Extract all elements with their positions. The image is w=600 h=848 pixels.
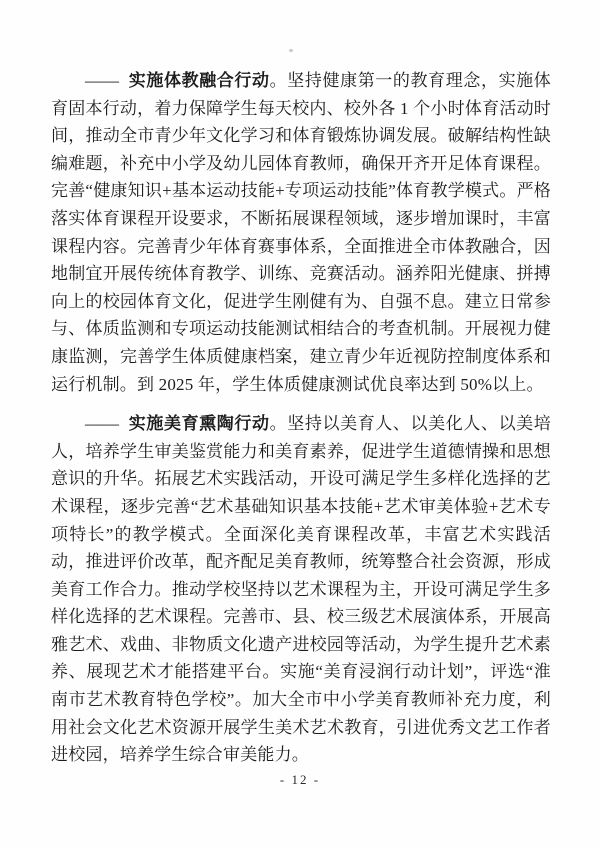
paragraph-aesthetic-education: [51, 410, 551, 769]
page-number: - 12 -: [279, 772, 321, 787]
paragraph-text: 。坚持以美育人、以美化人、以美培人，培养学生审美鉴赏能力和美育素养，促进学生道德情操和思想意识的升华。拓展艺术实践活动，开设可满足学生多样化选择的艺术课程，逐步完善“艺术基础知识基本技能+艺术审美体验+艺术专项特长”的教学模式。全面深化美育课程改革，丰富艺术实践活动，推进评价改革，配齐配足美育教师，统筹整合社会资源，形成美育工作合力。推动学校坚持以艺术课程为主，开设可满足学生多样化选择的艺术课程。完善市、县、校三级艺术展演体系，开展高雅艺术、戏曲、非物质文化遗产进校园等活动，为学生提升艺术素养、展现艺术才能搭建平台。实施“美育浸润行动计划”，评选“淮南市艺术教育特色学校”。加大全市中小学美育教师补充力度，利用社会文化艺术资源开展学生美术艺术教育，引进优秀文艺工作者进校园，培养学生综合审美能力。: [51, 414, 551, 765]
paragraph-dash: ——: [85, 414, 119, 434]
paragraph-heading: 实施美育熏陶行动: [128, 414, 270, 434]
paragraph-text: 。坚持健康第一的教育理念，实施体育固本行动，着力保障学生每天校内、校外各 1 个小时体育活动时间，推动全市青少年文化学习和体育锻炼协调发展。破解结构性缺编难题，补充中小学及幼儿园体育教师，确保开齐开足体育课程。完善“健康知识+基本运动技能+专项运动技能”体育教学模式。严格落实体育课程开设要求，不断拓展课程领域，逐步增加课时，丰富课程内容。完善青少年体育赛事体系，全面推进全市体教融合，因地制宜开展传统体育教学、训练、竞赛活动。涵养阳光健康、拼搏向上的校园体育文化，促进学生刚健有为、自强不息。建立日常参与、体质监测和专项运动技能测试相结合的考查机制。开展视力健康监测，完善学生体质健康档案，建立青少年近视防控制度体系和运行机制。到 2025 年，学生体质健康测试优良率达到 50%以上。: [51, 71, 551, 394]
paragraph-heading: 实施体教融合行动: [128, 71, 270, 90]
paragraph-dash: ——: [85, 71, 119, 90]
scan-artifact: [289, 49, 293, 52]
paragraph-sports-education: [51, 67, 551, 398]
document-body: [51, 67, 551, 769]
